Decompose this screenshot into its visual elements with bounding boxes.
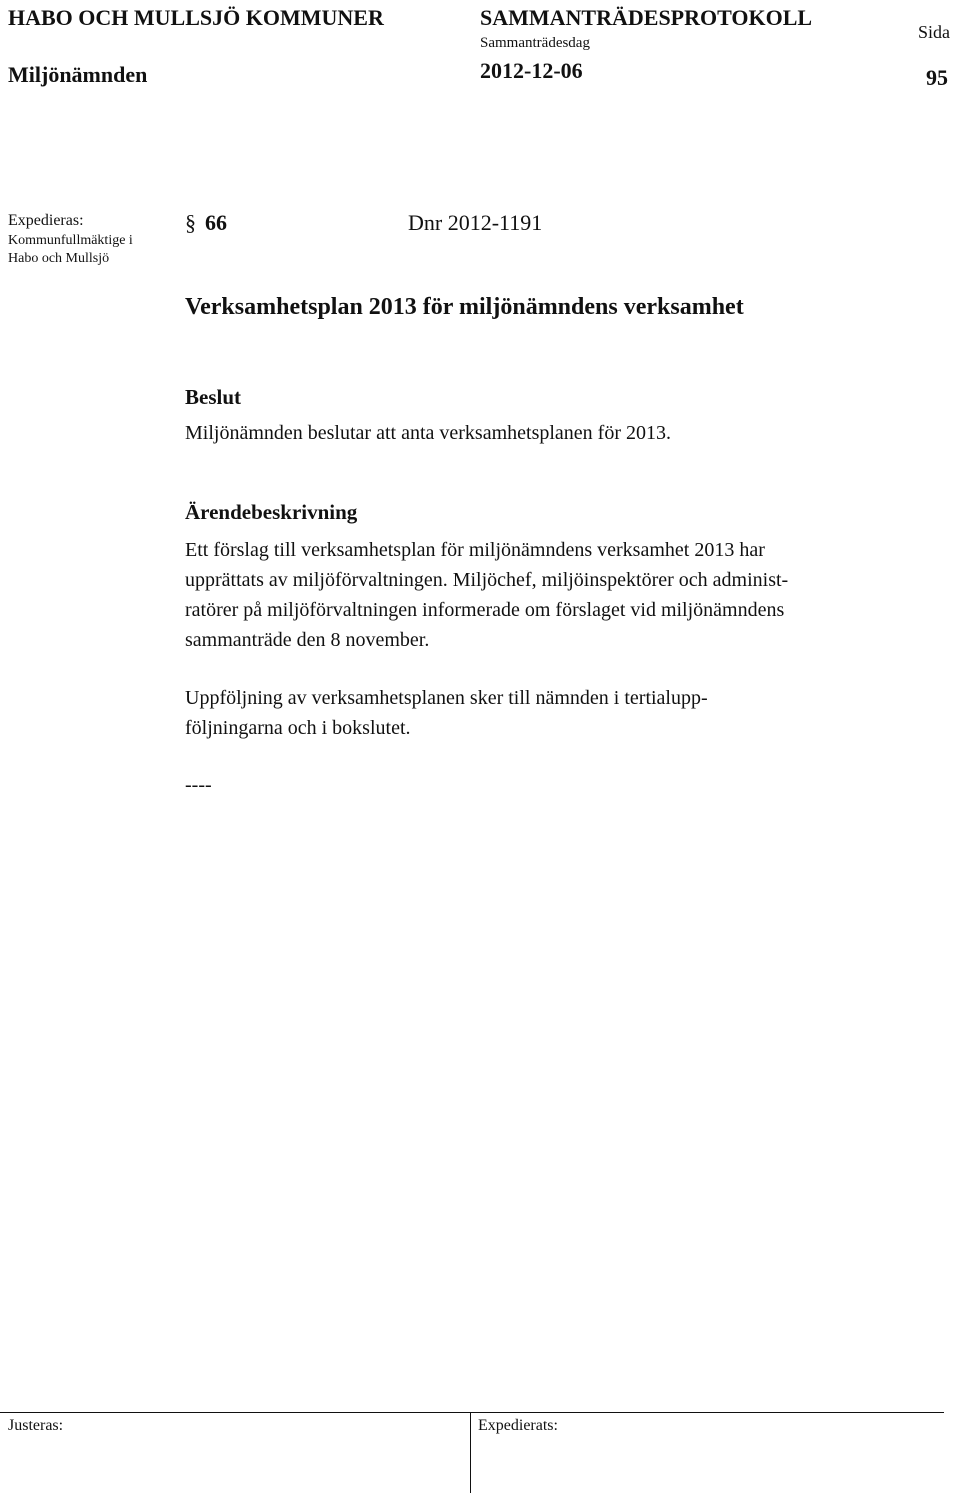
meeting-date: 2012-12-06	[480, 58, 583, 83]
paragraph-symbol: §	[185, 210, 196, 235]
dispatch-label: Expedieras:	[8, 212, 84, 229]
page-number: 95	[926, 65, 948, 90]
followup-line: Uppföljning av verksamhetsplanen sker till nämnden i tertialupp-	[185, 687, 708, 709]
dispatched-label: Expedierats:	[478, 1417, 558, 1434]
diary-number: Dnr 2012-1191	[408, 210, 543, 235]
end-marker: ----	[185, 774, 212, 796]
followup-line: följningarna och i bokslutet.	[185, 717, 411, 739]
verified-label: Justeras:	[8, 1417, 64, 1434]
description-line: Ett förslag till verksamhetsplan för miljönämndens verksamhet 2013 har	[185, 539, 765, 561]
description-body	[185, 535, 955, 655]
meeting-date-label: Sammanträdesdag	[480, 35, 590, 51]
followup-body	[185, 683, 955, 743]
page-label: Sida	[918, 22, 951, 42]
recipient-line-2: Habo och Mullsjö	[8, 251, 110, 266]
description-heading: Ärendebeskrivning	[185, 500, 358, 524]
protocol-title: SAMMANTRÄDESPROTOKOLL	[480, 5, 813, 30]
item-title: Verksamhetsplan 2013 för miljönämndens verksamhet	[185, 294, 744, 320]
recipient-line-1: Kommunfullmäktige i	[8, 233, 133, 248]
paragraph-number: 66	[205, 210, 227, 235]
decision-heading: Beslut	[185, 385, 242, 409]
footer-divider	[470, 1412, 471, 1493]
decision-text: Miljönämnden beslutar att anta verksamhetsplanen för 2013.	[185, 422, 671, 444]
committee-name: Miljönämnden	[8, 62, 148, 87]
description-line: upprättats av miljöförvaltningen. Miljöchef, miljöinspektörer och administ-	[185, 569, 789, 591]
description-line: ratörer på miljöförvaltningen informerade om förslaget vid miljönämndens	[185, 599, 785, 621]
organization-name: HABO OCH MULLSJÖ KOMMUNER	[8, 5, 384, 30]
description-line: sammanträde den 8 november.	[185, 629, 430, 651]
footer-top-rule	[0, 1412, 944, 1413]
